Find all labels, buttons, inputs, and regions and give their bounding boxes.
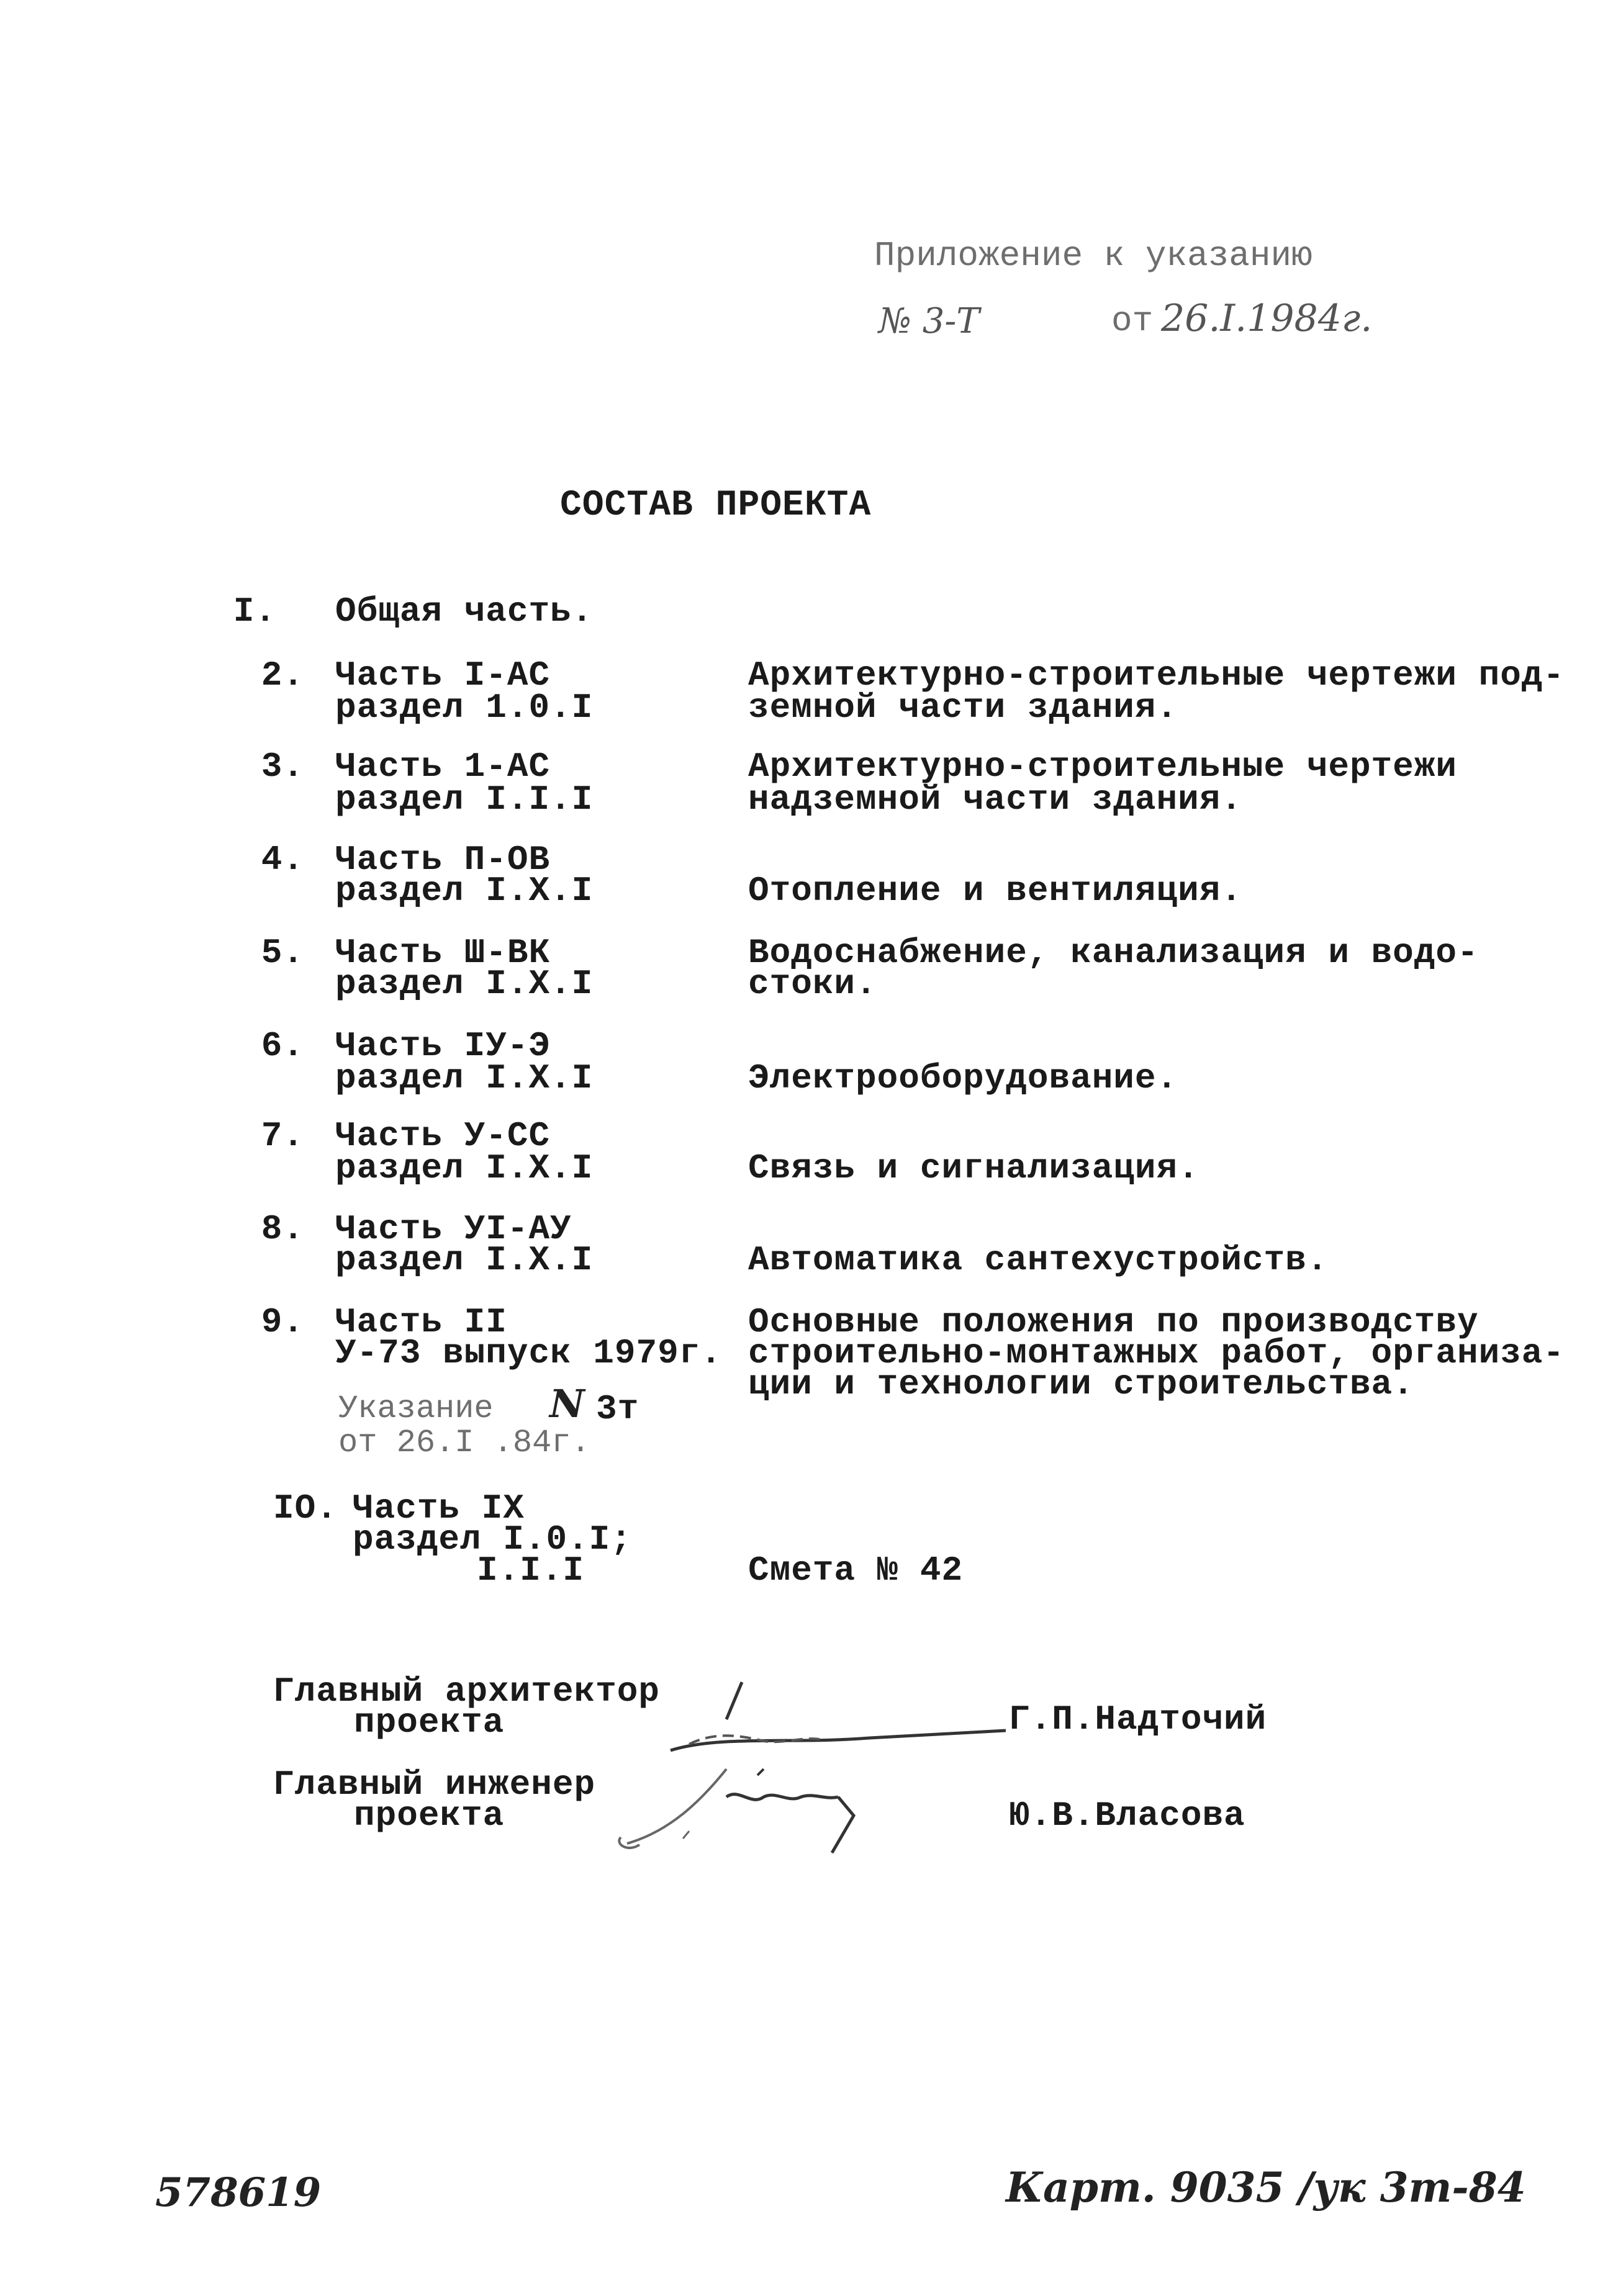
- header-from-label: от: [1111, 301, 1154, 341]
- item-section: раздел I.X.I: [335, 1240, 594, 1280]
- note-directive-label: Указание: [338, 1390, 494, 1427]
- item-number: IO.: [273, 1488, 338, 1528]
- note-number-mark: N: [549, 1381, 585, 1426]
- item-number: 3.: [261, 747, 304, 786]
- signature-role: Главный архитектор: [273, 1672, 660, 1711]
- item-number: 9.: [261, 1302, 304, 1342]
- item-description: земной части здания.: [748, 688, 1178, 727]
- item-part: Часть IУ-Э: [335, 1026, 551, 1066]
- signature-name: Г.П.Надточий: [1009, 1699, 1267, 1739]
- item-estimate: Смета № 42: [748, 1551, 964, 1590]
- card-number-stamp: Карт. 9035 /ук 3т-84: [1006, 2163, 1526, 2212]
- item-description: Отопление и вентиляция.: [748, 871, 1242, 911]
- header-date: 26.I.1984г.: [1161, 297, 1373, 340]
- item-description: строительно-монтажных работ, организа-: [748, 1333, 1565, 1373]
- signature-role: проекта: [354, 1796, 505, 1835]
- item-section: раздел I.X.I: [335, 1058, 594, 1098]
- item-section: У-73 выпуск 1979г.: [335, 1333, 722, 1373]
- item-description: Автоматика сантехустройств.: [748, 1240, 1329, 1280]
- item-number: 7.: [261, 1116, 304, 1156]
- item-description: надземной части здания.: [748, 780, 1242, 819]
- handwritten-signatures: [608, 1676, 1006, 1862]
- item-number: 6.: [261, 1026, 304, 1066]
- item-description: Связь и сигнализация.: [748, 1148, 1200, 1188]
- item-part: Общая часть.: [335, 592, 594, 631]
- item-section: I.I.I: [477, 1551, 585, 1590]
- item-part: Часть II: [335, 1302, 507, 1342]
- item-description: Архитектурно-строительные чертежи: [748, 747, 1457, 786]
- item-description: Основные положения по производству: [748, 1302, 1479, 1342]
- item-number: 8.: [261, 1209, 304, 1249]
- item-part: Часть Ш-ВК: [335, 933, 551, 973]
- item-part: Часть У-СС: [335, 1116, 551, 1156]
- header-number: № 3-Т: [879, 301, 980, 341]
- item-section: раздел I.X.I: [335, 871, 594, 911]
- item-part: Часть 1-АС: [335, 747, 551, 786]
- item-part: Часть IX: [353, 1488, 525, 1528]
- signature-name: Ю.В.Власова: [1009, 1796, 1245, 1835]
- item-description: Электрооборудование.: [748, 1058, 1178, 1098]
- item-section: раздел I.I.I: [335, 780, 594, 819]
- signature-role: проекта: [354, 1703, 505, 1742]
- item-number: 4.: [261, 840, 304, 880]
- item-description: Водоснабжение, канализация и водо-: [748, 933, 1479, 973]
- item-section: раздел I.X.I: [335, 964, 594, 1004]
- signature-role: Главный инженер: [273, 1765, 596, 1804]
- item-section: раздел I.X.I: [335, 1148, 594, 1188]
- item-description: стоки.: [748, 964, 877, 1004]
- item-section: раздел I.0.I;: [353, 1519, 632, 1559]
- document-title: СОСТАВ ПРОЕКТА: [560, 485, 872, 526]
- inventory-number-stamp: 578619: [155, 2169, 322, 2216]
- item-number: I.: [233, 592, 276, 631]
- item-description: ции и технологии строительства.: [748, 1364, 1414, 1404]
- item-part: Часть I-АС: [335, 655, 551, 695]
- item-number: 2.: [261, 655, 304, 695]
- note-number: 3т: [596, 1389, 639, 1429]
- note-date: от 26.I .84г.: [338, 1425, 590, 1461]
- item-part: Часть П-ОВ: [335, 840, 551, 880]
- item-number: 5.: [261, 933, 304, 973]
- item-section: раздел 1.0.I: [335, 688, 594, 727]
- header-annex-line: Приложение к указанию: [874, 236, 1313, 276]
- item-description: Архитектурно-строительные чертежи под-: [748, 655, 1565, 695]
- item-part: Часть УI-АУ: [335, 1209, 572, 1249]
